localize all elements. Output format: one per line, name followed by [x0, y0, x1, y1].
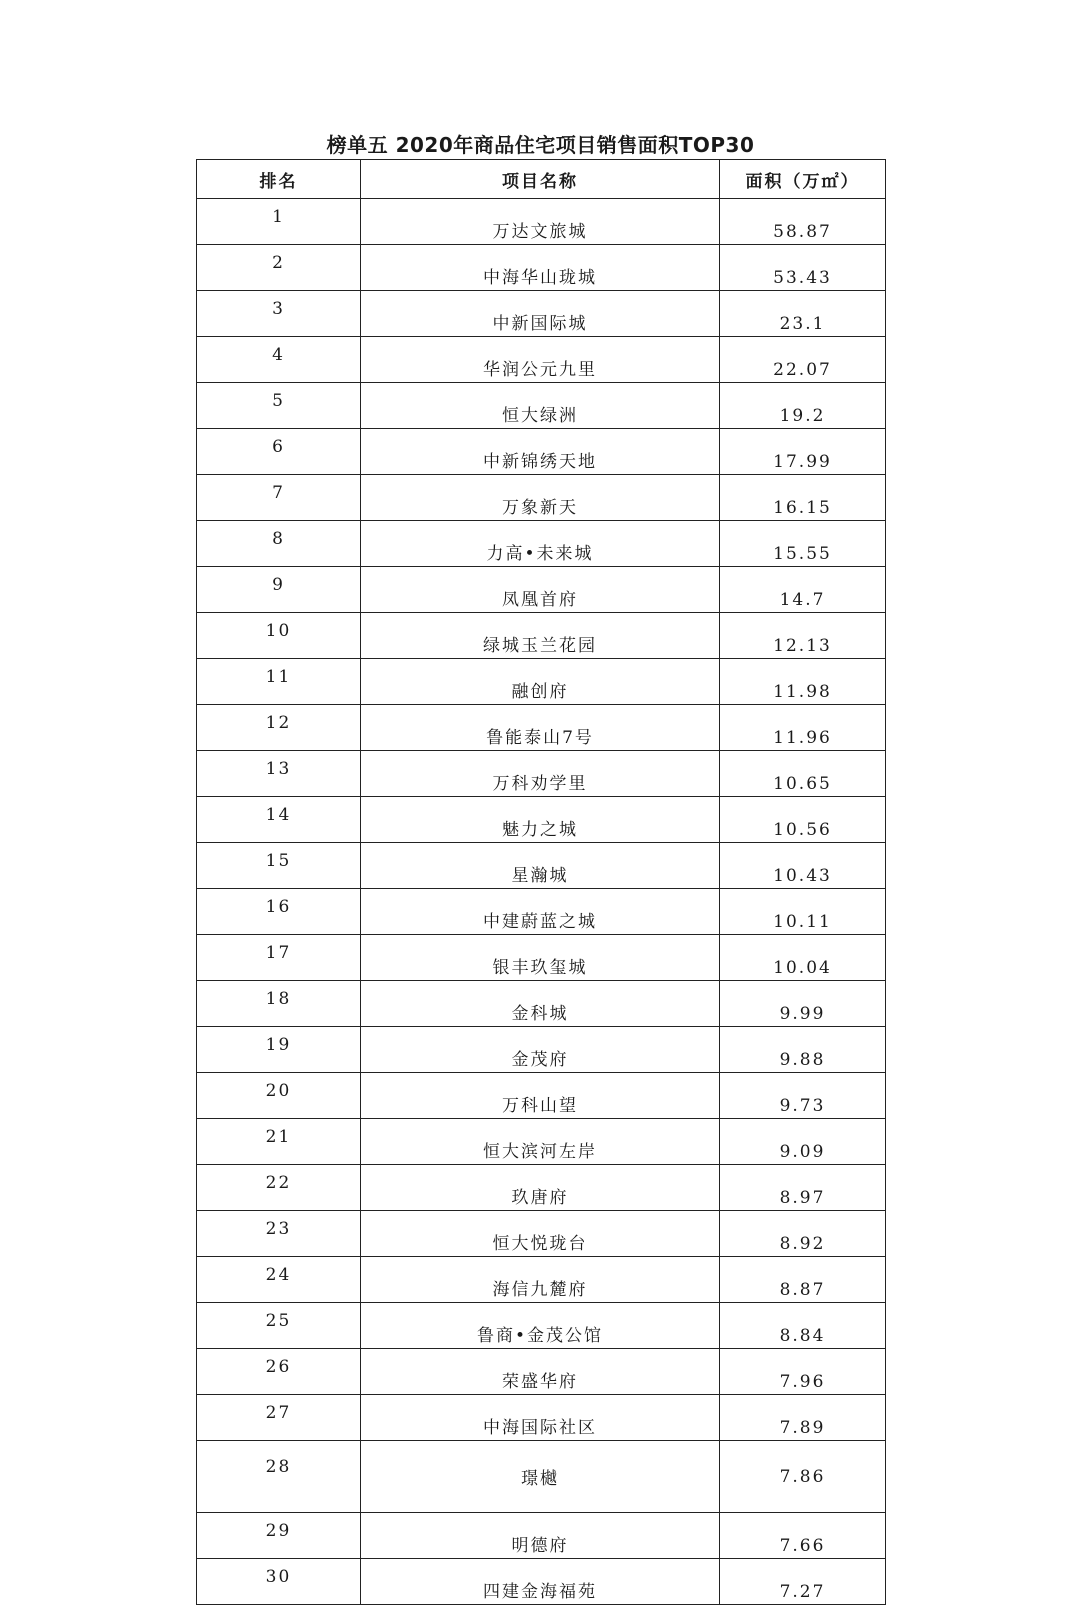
rank-cell: 27: [197, 1395, 361, 1441]
project-name-cell: 明德府: [361, 1513, 720, 1559]
rank-cell: 22: [197, 1165, 361, 1211]
table-row: [197, 1559, 886, 1605]
area-cell: 58.87: [720, 199, 886, 245]
project-name-cell: 中海华山珑城: [361, 245, 720, 291]
table-header-row: [197, 160, 886, 199]
project-name-cell: 金科城: [361, 981, 720, 1027]
project-name-cell: 恒大绿洲: [361, 383, 720, 429]
area-cell: 10.04: [720, 935, 886, 981]
project-name-cell: 恒大滨河左岸: [361, 1119, 720, 1165]
area-cell: 11.98: [720, 659, 886, 705]
table-row: [197, 245, 886, 291]
area-cell: 53.43: [720, 245, 886, 291]
project-name-cell: 鲁能泰山7号: [361, 705, 720, 751]
project-name-cell: 海信九麓府: [361, 1257, 720, 1303]
rank-cell: 24: [197, 1257, 361, 1303]
table-row: [197, 429, 886, 475]
header-area: 面积（万㎡）: [720, 160, 886, 199]
project-name-cell: 融创府: [361, 659, 720, 705]
table-row: [197, 521, 886, 567]
area-cell: 9.09: [720, 1119, 886, 1165]
area-cell: 7.66: [720, 1513, 886, 1559]
table-row: [197, 889, 886, 935]
rank-cell: 7: [197, 475, 361, 521]
table-row: [197, 1027, 886, 1073]
area-cell: 8.92: [720, 1211, 886, 1257]
rank-cell: 21: [197, 1119, 361, 1165]
table-row: [197, 1395, 886, 1441]
area-cell: 7.27: [720, 1559, 886, 1605]
table-row: [197, 1119, 886, 1165]
rank-cell: 13: [197, 751, 361, 797]
project-name-cell: 玖唐府: [361, 1165, 720, 1211]
project-name-cell: 中新锦绣天地: [361, 429, 720, 475]
table-row: [197, 1073, 886, 1119]
rank-cell: 16: [197, 889, 361, 935]
area-cell: 10.11: [720, 889, 886, 935]
rank-cell: 18: [197, 981, 361, 1027]
table-row: [197, 797, 886, 843]
area-cell: 8.97: [720, 1165, 886, 1211]
rank-cell: 17: [197, 935, 361, 981]
table-title: 榜单五 2020年商品住宅项目销售面积TOP30: [326, 133, 755, 157]
rank-cell: 26: [197, 1349, 361, 1395]
rank-cell: 12: [197, 705, 361, 751]
table-row: [197, 475, 886, 521]
area-cell: 7.96: [720, 1349, 886, 1395]
table-row: [197, 1165, 886, 1211]
area-cell: 10.56: [720, 797, 886, 843]
table-row: [197, 705, 886, 751]
rank-cell: 11: [197, 659, 361, 705]
header-project-name: 项目名称: [361, 160, 720, 199]
area-cell: 10.43: [720, 843, 886, 889]
project-name-cell: 金茂府: [361, 1027, 720, 1073]
table-row: [197, 567, 886, 613]
rank-cell: 23: [197, 1211, 361, 1257]
project-name-cell: 星瀚城: [361, 843, 720, 889]
rank-cell: 14: [197, 797, 361, 843]
area-cell: 9.73: [720, 1073, 886, 1119]
rank-cell: 15: [197, 843, 361, 889]
rank-cell: 4: [197, 337, 361, 383]
project-name-cell: 华润公元九里: [361, 337, 720, 383]
table-row: [197, 751, 886, 797]
area-cell: 15.55: [720, 521, 886, 567]
area-cell: 8.84: [720, 1303, 886, 1349]
area-cell: 22.07: [720, 337, 886, 383]
rank-cell: 28: [197, 1441, 361, 1513]
project-name-cell: 荣盛华府: [361, 1349, 720, 1395]
area-cell: 7.86: [720, 1441, 886, 1513]
table-row: [197, 1303, 886, 1349]
area-cell: 9.88: [720, 1027, 886, 1073]
project-name-cell: 鲁商•金茂公馆: [361, 1303, 720, 1349]
project-name-cell: 中建蔚蓝之城: [361, 889, 720, 935]
table-row: [197, 613, 886, 659]
table-row: [197, 1441, 886, 1513]
table-row: [197, 199, 886, 245]
rank-cell: 6: [197, 429, 361, 475]
table-row: [197, 981, 886, 1027]
area-cell: 17.99: [720, 429, 886, 475]
rank-cell: 1: [197, 199, 361, 245]
project-name-cell: 万象新天: [361, 475, 720, 521]
area-cell: 19.2: [720, 383, 886, 429]
project-name-cell: 绿城玉兰花园: [361, 613, 720, 659]
ranking-table: [196, 159, 886, 1605]
table-row: [197, 935, 886, 981]
header-rank: 排名: [197, 160, 361, 199]
area-cell: 10.65: [720, 751, 886, 797]
rank-cell: 8: [197, 521, 361, 567]
project-name-cell: 恒大悦珑台: [361, 1211, 720, 1257]
project-name-cell: 璟樾: [361, 1441, 720, 1513]
project-name-cell: 万达文旅城: [361, 199, 720, 245]
rank-cell: 10: [197, 613, 361, 659]
project-name-cell: 中新国际城: [361, 291, 720, 337]
rank-cell: 5: [197, 383, 361, 429]
table-row: [197, 659, 886, 705]
project-name-cell: 银丰玖玺城: [361, 935, 720, 981]
rank-cell: 29: [197, 1513, 361, 1559]
table-row: [197, 1211, 886, 1257]
table-row: [197, 843, 886, 889]
table-row: [197, 291, 886, 337]
rank-cell: 30: [197, 1559, 361, 1605]
rank-cell: 20: [197, 1073, 361, 1119]
project-name-cell: 四建金海福苑: [361, 1559, 720, 1605]
rank-cell: 2: [197, 245, 361, 291]
area-cell: 16.15: [720, 475, 886, 521]
project-name-cell: 万科劝学里: [361, 751, 720, 797]
area-cell: 14.7: [720, 567, 886, 613]
table-row: [197, 1513, 886, 1559]
table-row: [197, 1349, 886, 1395]
area-cell: 9.99: [720, 981, 886, 1027]
table-row: [197, 337, 886, 383]
project-name-cell: 魅力之城: [361, 797, 720, 843]
rank-cell: 3: [197, 291, 361, 337]
project-name-cell: 中海国际社区: [361, 1395, 720, 1441]
area-cell: 23.1: [720, 291, 886, 337]
area-cell: 11.96: [720, 705, 886, 751]
table-body: [197, 199, 886, 1605]
table-row: [197, 383, 886, 429]
area-cell: 12.13: [720, 613, 886, 659]
project-name-cell: 凤凰首府: [361, 567, 720, 613]
table-row: [197, 1257, 886, 1303]
rank-cell: 9: [197, 567, 361, 613]
area-cell: 8.87: [720, 1257, 886, 1303]
project-name-cell: 力高•未来城: [361, 521, 720, 567]
rank-cell: 25: [197, 1303, 361, 1349]
rank-cell: 19: [197, 1027, 361, 1073]
project-name-cell: 万科山望: [361, 1073, 720, 1119]
area-cell: 7.89: [720, 1395, 886, 1441]
